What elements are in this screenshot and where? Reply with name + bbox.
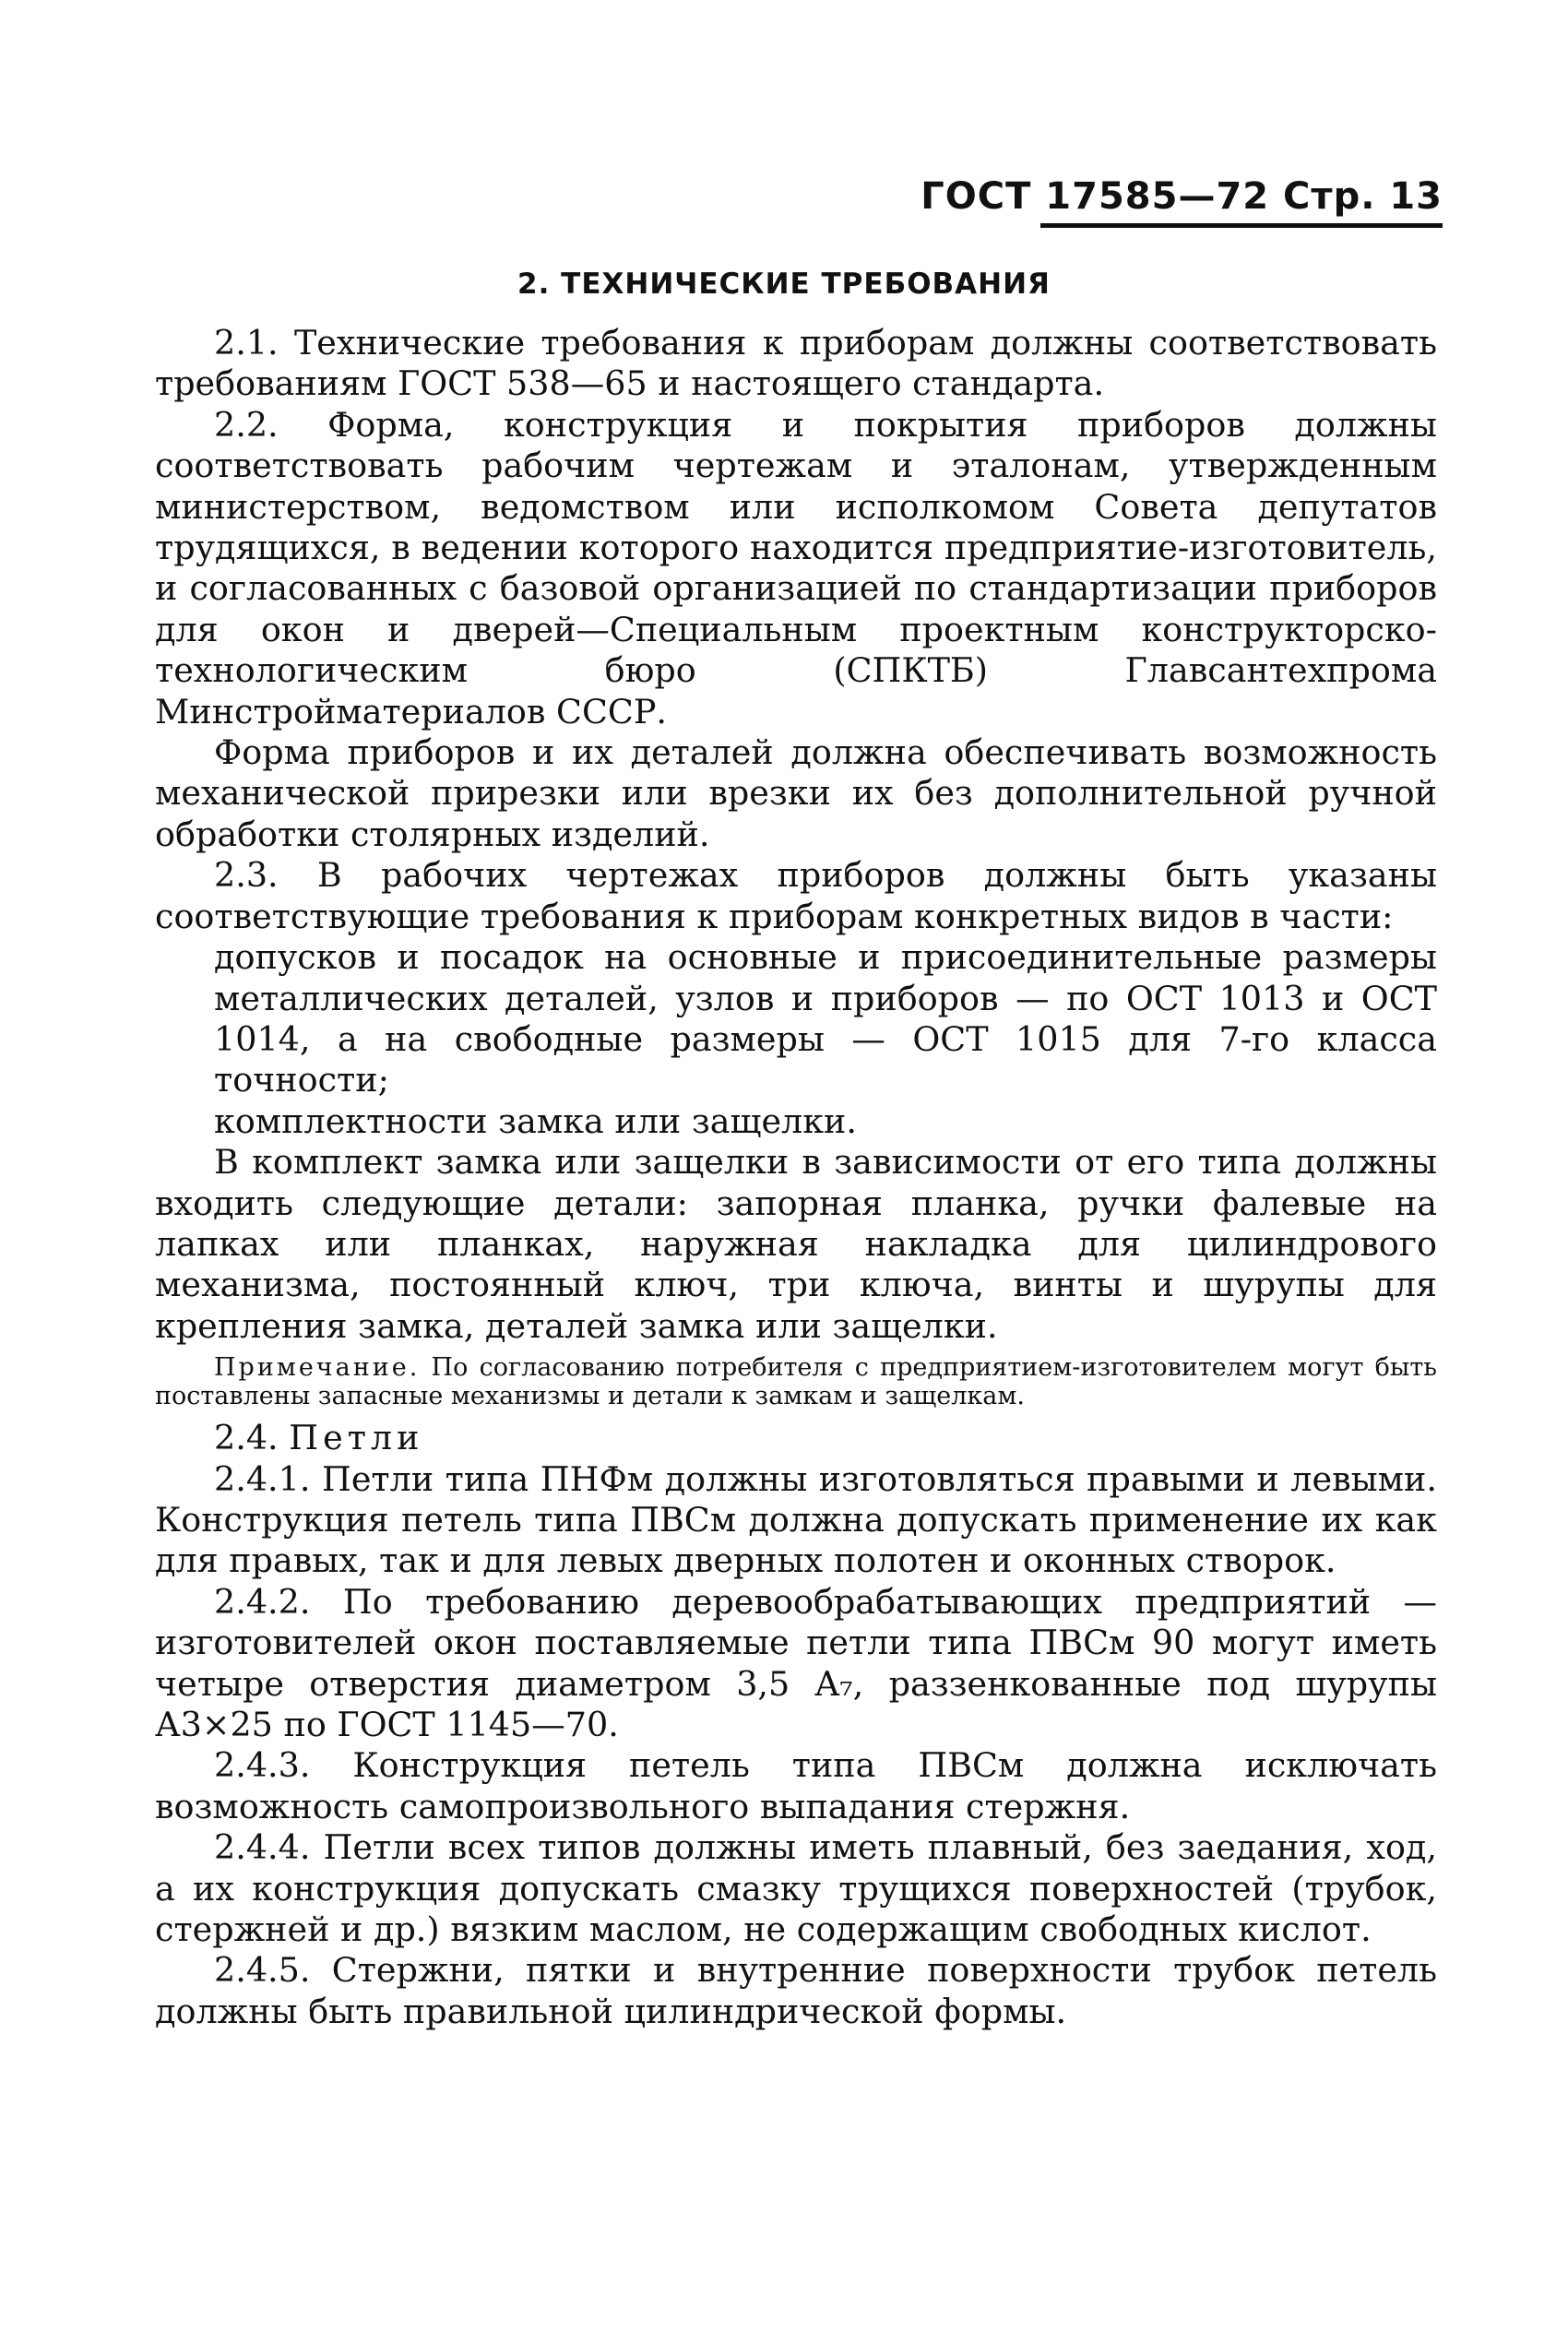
item-2-4-5: 2.4.5. Стержни, пятки и внутренние поверхности трубок петель должны быть правильной цилиндрической формы. <box>155 1950 1437 2031</box>
paragraph-form: Форма приборов и их деталей должна обеспечивать возможность механической прирезки или врезки их без дополнительной ручной обработки столярных изделий. <box>155 732 1437 854</box>
note-label: Примечание. <box>214 1353 421 1383</box>
paragraph-2-1: 2.1. Технические требования к приборам должны соответствовать требованиям ГОСТ 538—65 и настоящего стандарта. <box>155 323 1437 404</box>
header-rule <box>1040 223 1443 228</box>
page-header: ГОСТ 17585—72 Стр. 13 <box>921 175 1443 218</box>
item-2-4-1: 2.4.1. Петли типа ПНФм должны изготовляться правыми и левыми. Конструкция петель типа ПВСм должна допускать применение их как для правых, так и для левых дверных полотен и оконных створок. <box>155 1458 1437 1581</box>
subsection-heading <box>155 1418 1437 1458</box>
item-2-4-2: 2.4.2. По требованию деревообрабатывающих предприятий — изготовителей окон поставляемые петли типа ПВСм 90 могут иметь четыре отверстия диаметром 3,5 A₇, раззенкованные под шурупы А3×25 по ГОСТ 1145—70. <box>155 1581 1437 1744</box>
body-text <box>155 323 1437 2032</box>
note <box>155 1354 1437 1410</box>
paragraph-completeness: комплектности замка или защелки. <box>214 1100 857 1141</box>
paragraph-2-3: 2.3. В рабочих чертежах приборов должны быть указаны соответствующие требования к приборам конкретных видов в части: <box>155 855 1437 936</box>
paragraph-2-2: 2.2. Форма, конструкция и покрытия приборов должны соответствовать рабочим чертежам и эталонам, утвержденным министерством, ведомством или исполкомом Совета депутатов трудящихся, в ведении которого находится предприятие-изготовитель, и согласованных с базовой организацией по стандартизации приборов для окон и дверей—Специальным проектным конструкторско-технологическим бюро (СПКТБ) Главсантехпрома Минстройматериалов СССР. <box>155 404 1437 731</box>
paragraph-tolerances: допусков и посадок на основные и присоединительные размеры металлических деталей, узлов и приборов — по ОСТ 1013 и ОСТ 1014, а на свободные размеры — ОСТ 1015 для 7-го класса точности; <box>214 937 1437 1100</box>
item-2-4-3: 2.4.3. Конструкция петель типа ПВСм должна исключать возможность самопроизвольного выпадания стержня. <box>155 1745 1437 1826</box>
paragraph-kit: В комплект замка или защелки в зависимости от его типа должны входить следующие детали: запорная планка, ручки фалевые на лапках или планках, наружная накладка для цилиндрового механизма, постоянный ключ, три ключа, винты и шурупы для крепления замка, деталей замка или защелки. <box>155 1142 1437 1346</box>
note-text: По согласованию потребителя с предприятием-изготовителем могут быть поставлены запасные механизмы и детали к замкам и защелкам. <box>155 1353 1437 1410</box>
item-2-4-4: 2.4.4. Петли всех типов должны иметь плавный, без заедания, ход, а их конструкция допускать смазку трущихся поверхностей (трубок, стержней и др.) вязким маслом, не содержащим свободных кислот. <box>155 1827 1437 1950</box>
subsection-number: 2.4. <box>214 1418 279 1458</box>
subsection-title: Петли <box>289 1418 424 1458</box>
section-title: 2. ТЕХНИЧЕСКИЕ ТРЕБОВАНИЯ <box>517 268 1051 301</box>
